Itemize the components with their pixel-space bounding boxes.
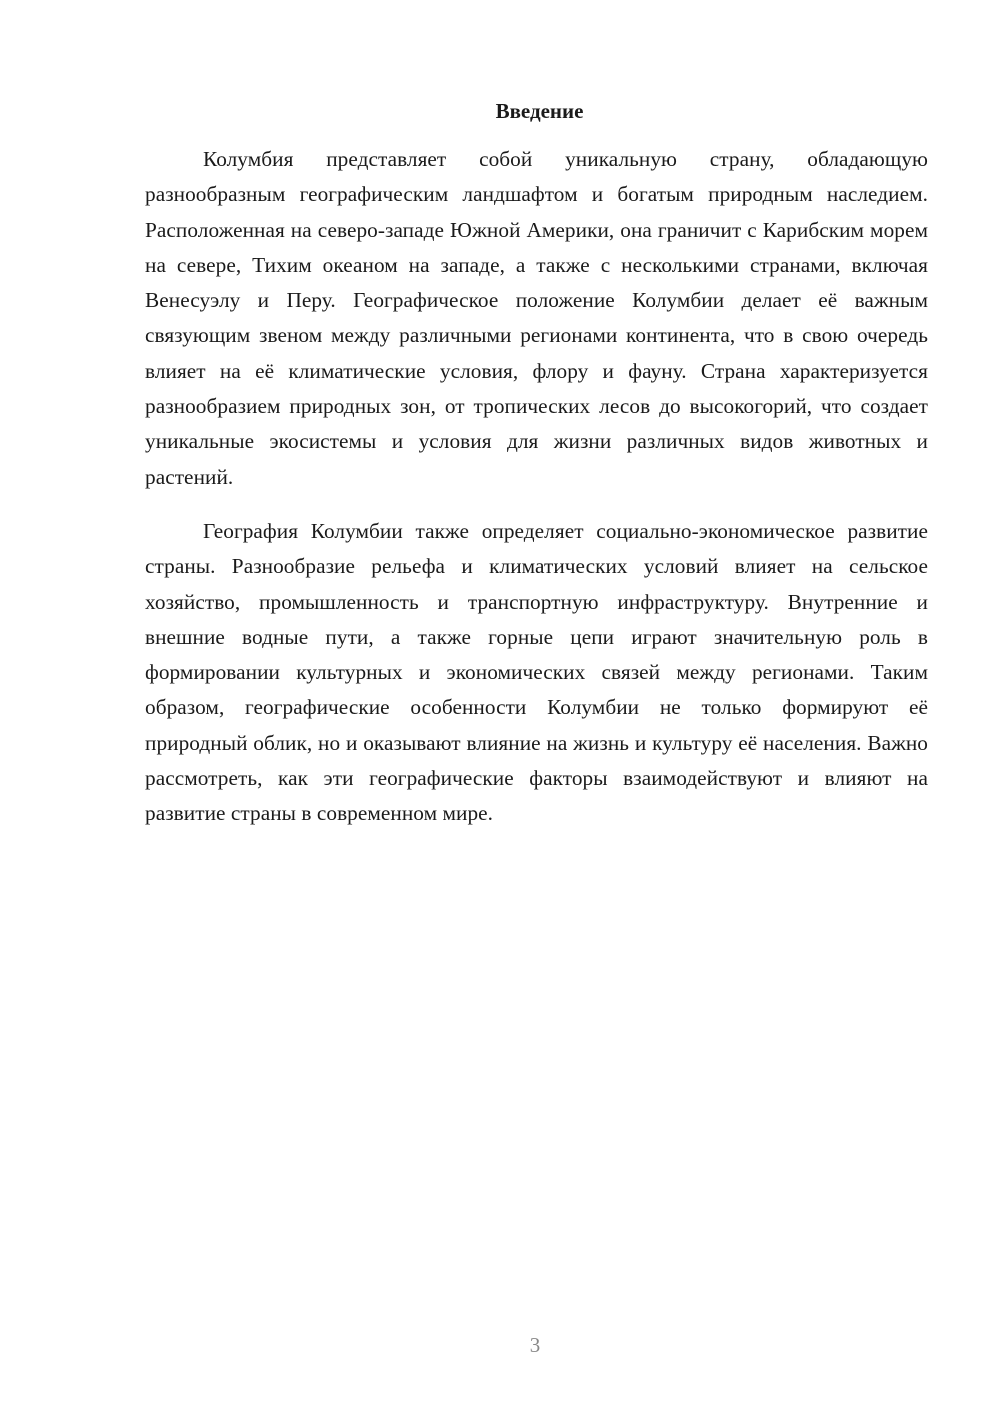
- paragraph-socioeconomic: География Колумбии также определяет социально-экономическое развитие страны. Разнообразие рельефа и климатических условий влияет на сельское хозяйство, промышленность и транспортную инфраструктуру. Внутренние и внешние водные пути, а также горные цепи играют значительную роль в формировании культурных и экономических связей между регионами. Таким образом, географические особенности Колумбии не только формируют её природный облик, но и оказывают влияние на жизнь и культуру её населения. Важно рассмотреть, как эти географические факторы взаимодействуют и влияют на развитие страны в современном мире.: [145, 518, 928, 826]
- section-heading: Введение: [495, 99, 584, 123]
- paragraph-intro: Колумбия представляет собой уникальную страну, обладающую разнообразным географическим ландшафтом и богатым природным наследием. Расположенная на северо-западе Южной Америки, она граничит с Карибским морем на севере, Тихим океаном на западе, а также с несколькими странами, включая Венесуэлу и Перу. Географическое положение Колумбии делает её важным связующим звеном между различными регионами континента, что в свою очередь влияет на её климатические условия, флору и фауну. Страна характеризуется разнообразием природных зон, от тропических лесов до высокогорий, что создает уникальные экосистемы и условия для жизни различных видов животных и растений.: [145, 147, 928, 489]
- page-content: [145, 94, 928, 832]
- page-number: 3: [529, 1333, 541, 1357]
